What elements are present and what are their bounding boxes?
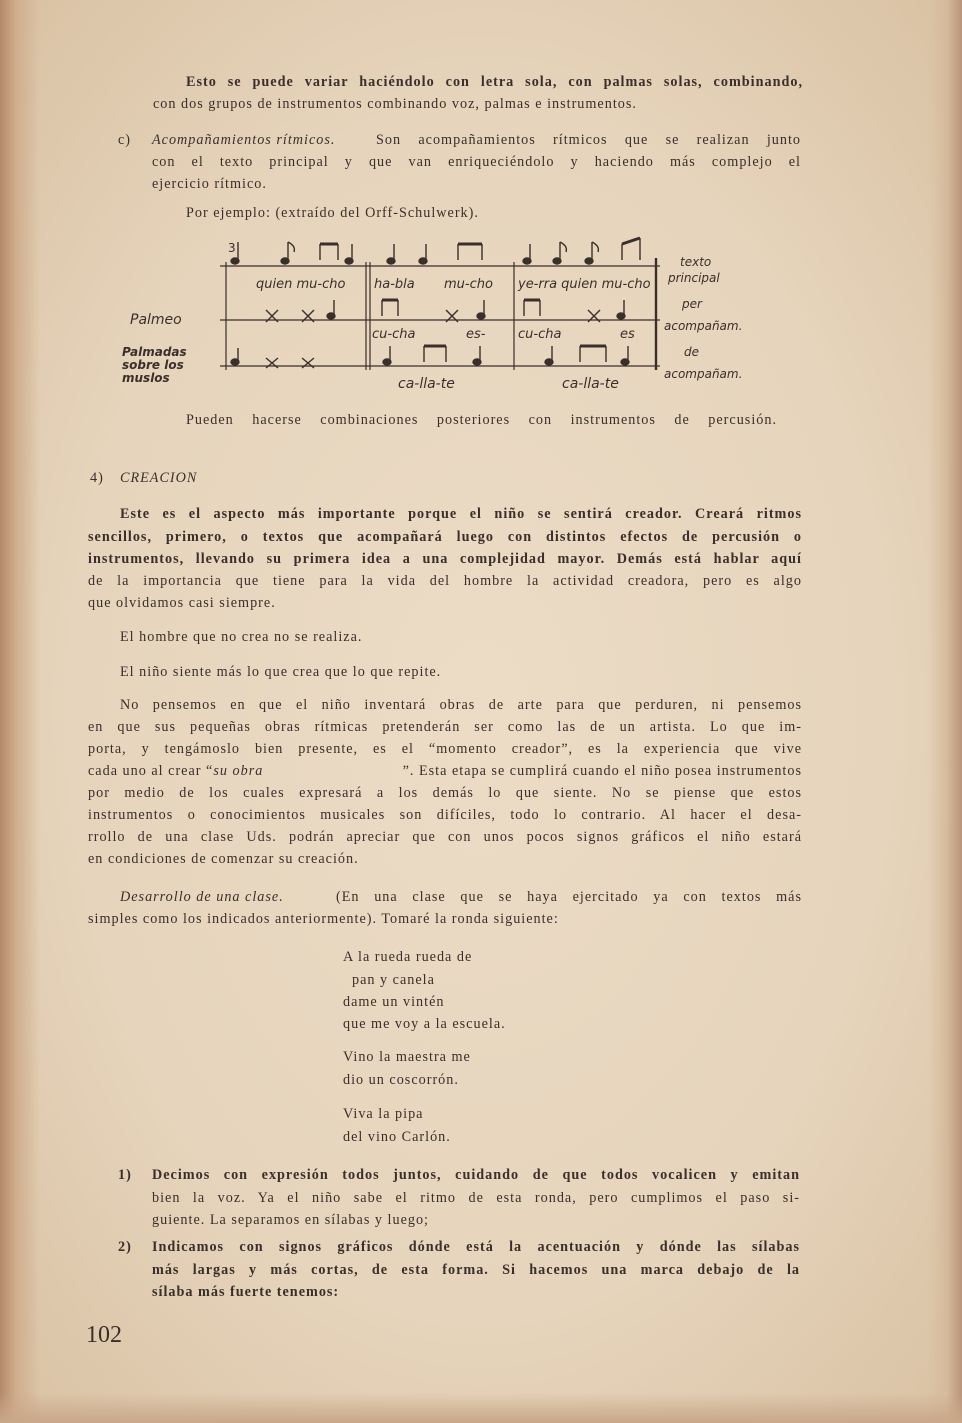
example-intro: Por ejemplo: (extraído del Orff-Schulwerk). xyxy=(186,205,479,221)
score-label-right: acompañam. xyxy=(664,367,743,381)
paragraph-line: instrumentos o conocimientos musicales son difíciles, todo lo contrario. Al hacer el desa- xyxy=(88,807,802,823)
paragraph-line: guiente. La separamos en sílabas y luego; xyxy=(152,1212,429,1228)
page-edge-left xyxy=(0,0,40,1423)
score-label-right: de xyxy=(684,345,699,359)
paragraph-line: No pensemos en que el niño inventará obras de arte para que perduren, ni pensemos xyxy=(120,697,802,713)
paragraph-line: Este es el aspecto más importante porque el niño se sentirá creador. Creará ritmos xyxy=(120,506,802,522)
score-label-sobre-los: sobre los xyxy=(122,358,184,372)
paragraph-line: en condiciones de comenzar su creación. xyxy=(88,851,359,867)
section-heading: Acompañamientos rítmicos. xyxy=(152,132,336,148)
score-text: ha-bla xyxy=(374,277,415,292)
score-label-palmadas: Palmadas xyxy=(122,345,187,359)
paragraph-line: de la importancia que tiene para la vida del hombre la actividad creadora, pero es algo xyxy=(88,573,802,589)
paragraph-line: en que sus pequeñas obras rítmicas pretenderán ser como las de un artista. Lo que im- xyxy=(88,719,802,735)
score-text: quien mu-cho xyxy=(256,277,346,292)
poem-line: del vino Carlón. xyxy=(343,1129,451,1145)
paragraph-line: sencillos, primero, o textos que acompañará luego con distintos efectos de percusión o xyxy=(88,529,802,545)
list-marker: 1) xyxy=(118,1167,132,1183)
page-edge-right xyxy=(928,0,962,1423)
paragraph-line: instrumentos, llevando su primera idea a una complejidad mayor. Demás está hablar aquí xyxy=(88,551,802,567)
paragraph-line: Esto se puede variar haciéndolo con letra sola, con palmas solas, combinando, xyxy=(186,74,803,90)
score-label-right: texto xyxy=(680,255,712,269)
list-marker: c) xyxy=(118,132,132,148)
score-label-muslos: muslos xyxy=(122,371,170,385)
score-text: es- xyxy=(466,327,486,342)
section-heading: CREACION xyxy=(120,470,198,486)
text-emphasis: su obra xyxy=(213,763,264,779)
score-label-palmeo: Palmeo xyxy=(130,312,182,328)
score-label-right: per xyxy=(682,297,702,311)
paragraph-line: que olvidamos casi siempre. xyxy=(88,595,276,611)
score-label-right: principal xyxy=(668,271,720,285)
paragraph-line: El niño siente más lo que crea que lo que repite. xyxy=(120,664,442,680)
poem-line: dame un vintén xyxy=(343,994,445,1010)
page-number: 102 xyxy=(86,1322,122,1348)
paragraph-line: simples como los indicados anteriormente). Tomaré la ronda siguiente: xyxy=(88,911,559,927)
score-text: cu-cha xyxy=(372,327,416,342)
paragraph-line: sílaba más fuerte tenemos: xyxy=(152,1284,340,1300)
poem-line: pan y canela xyxy=(352,972,435,988)
section-marker: 4) xyxy=(90,470,104,486)
score-label-right: acompañam. xyxy=(664,319,743,333)
paragraph-line: Indicamos con signos gráficos dónde está la acentuación y dónde las sílabas xyxy=(152,1239,800,1255)
score-text: cu-cha xyxy=(518,327,562,342)
paragraph-line: más largas y más cortas, de esta forma. Si hacemos una marca debajo de la xyxy=(152,1262,800,1278)
score-text: ca-lla-te xyxy=(562,376,619,392)
poem-line: que me voy a la escuela. xyxy=(343,1016,506,1032)
list-marker: 2) xyxy=(118,1239,132,1255)
page-edge-bottom xyxy=(0,1393,962,1423)
paragraph-line: Son acompañamientos rítmicos que se realizan junto xyxy=(376,132,801,148)
paragraph-line: por medio de los cuales expresará a los demás lo que siente. No se piense que estos xyxy=(88,785,802,801)
paragraph-line: bien la voz. Ya el niño sabe el ritmo de esta ronda, pero cumplimos el paso si- xyxy=(152,1190,800,1206)
score-text: mu-cho xyxy=(444,277,493,292)
score-text: es xyxy=(620,327,635,342)
paragraph-line: El hombre que no crea no se realiza. xyxy=(120,629,363,645)
paragraph-line: Pueden hacerse combinaciones posteriores con instrumentos de percusión. xyxy=(186,412,777,428)
paragraph-line: ejercicio rítmico. xyxy=(152,176,267,192)
text-emphasis: Desarrollo de una clase. xyxy=(120,889,284,905)
text-segment: cada uno al crear “ xyxy=(88,763,214,779)
poem-line: Vino la maestra me xyxy=(343,1049,471,1065)
text-segment: ”. Esta etapa se cumplirá cuando el niño posea instrumentos xyxy=(402,763,802,779)
paragraph-line: rrollo de una clase Uds. podrán apreciar que con unos pocos signos gráficos el niño estará xyxy=(88,829,802,845)
poem-line: A la rueda rueda de xyxy=(343,949,473,965)
paragraph-line: Decimos con expresión todos juntos, cuidando de que todos vocalicen y emitan xyxy=(152,1167,800,1183)
paragraph-line: con el texto principal y que van enriqueciéndolo y haciendo más complejo el xyxy=(152,154,801,170)
paragraph-line: (En una clase que se haya ejercitado ya con textos más xyxy=(336,889,802,905)
measure-number: 3 xyxy=(228,241,236,255)
paragraph-line xyxy=(88,760,802,782)
paragraph-line: con dos grupos de instrumentos combinando voz, palmas e instrumentos. xyxy=(153,96,637,112)
paragraph-line: porta, y tengámoslo bien presente, es el “momento creador”, es la experiencia que vive xyxy=(88,741,802,757)
score-text: ye-rra quien mu-cho xyxy=(518,277,651,292)
poem-line: dio un coscorrón. xyxy=(343,1072,459,1088)
score-text: ca-lla-te xyxy=(398,376,455,392)
rhythm-score xyxy=(120,236,760,396)
poem-line: Viva la pipa xyxy=(343,1106,424,1122)
